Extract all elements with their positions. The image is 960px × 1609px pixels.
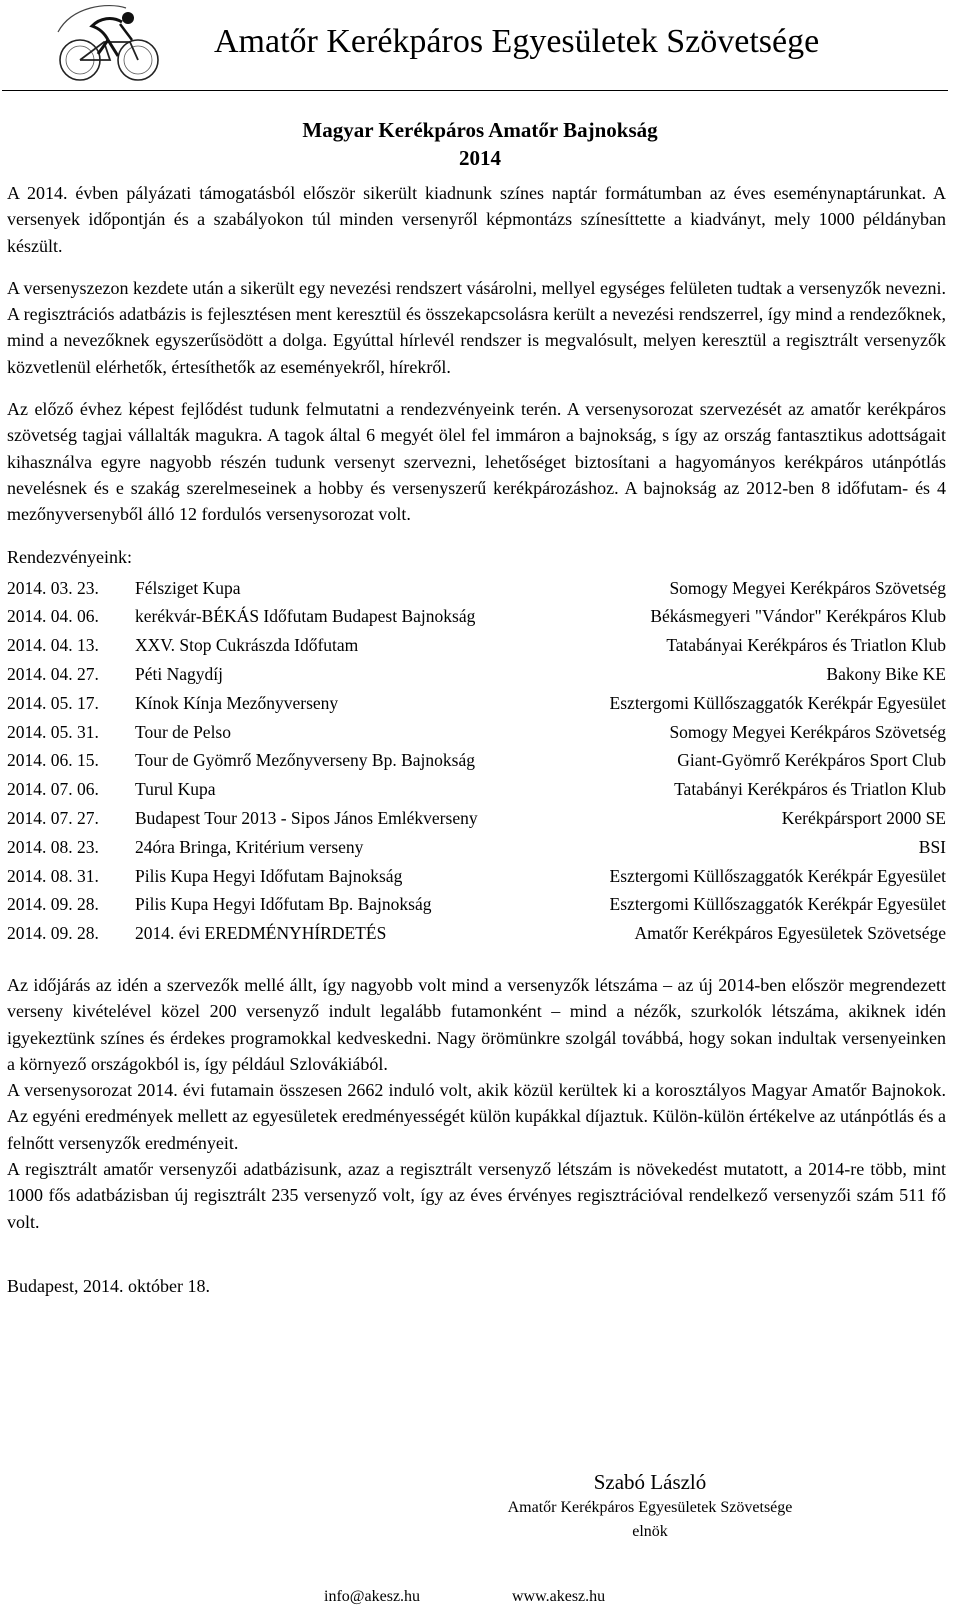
events-list: [7, 574, 946, 948]
event-row: [7, 775, 946, 804]
document-title: [0, 116, 960, 172]
event-row: [7, 660, 946, 689]
footer-email[interactable]: info@akesz.hu: [324, 1588, 421, 1605]
event-organizer: Tatabányai Kerékpáros és Triatlon Klub: [666, 635, 946, 656]
event-organizer: Somogy Megyei Kerékpáros Szövetség: [669, 577, 946, 598]
event-organizer: Bakony Bike KE: [826, 663, 946, 684]
place-and-date: Budapest, 2014. október 18.: [7, 1275, 210, 1296]
event-date: 2014. 08. 23.: [7, 836, 99, 857]
closing-section: [7, 972, 946, 1235]
header-divider: [2, 90, 948, 91]
organization-name: Amatőr Kerékpáros Egyesületek Szövetsége: [214, 23, 820, 60]
event-row: [7, 574, 946, 603]
event-row: [7, 804, 946, 833]
page-footer: [0, 1582, 960, 1609]
signatory-name: Szabó László: [593, 1470, 707, 1494]
paragraph: A regisztrált amatőr versenyzői adatbázisunk, azaz a regisztrált versenyző létszám is növekedést mutatott, a 2014-re több, mint 1000 fős adatbázisban új regisztrált 235 versenyző volt, így az éves érvényes regisztrációval rendelkező versenyzői szám 511 fő volt.: [7, 1159, 946, 1232]
event-organizer: BSI: [918, 836, 946, 857]
paragraph: A versenyszezon kezdete után a sikerült egy nevezési rendszert vásárolni, mellyel egységes felületen tudtak a versenyzők nevezni. A regisztrációs adatbázis is fejlesztésen ment keresztül és összekapcsolásra került a nevezési rendszerrel, így mind a rendezőknek, mind a nevezőknek egyszerűsödött a dolga. Egyúttal hírlevél rendszer is megvalósult, melyen keresztül a regisztrált versenyzők közvetlenül elérhetők, értesíthetők az eseményekről, hírekről.: [7, 277, 946, 377]
event-organizer: Tatabányi Kerékpáros és Triatlon Klub: [674, 779, 946, 800]
event-date: 2014. 07. 06.: [7, 779, 99, 800]
signature-block: [470, 1468, 830, 1544]
event-date: 2014. 06. 15.: [7, 750, 99, 771]
event-organizer: Békásmegyeri "Vándor" Kerékpáros Klub: [650, 606, 946, 627]
event-organizer: Somogy Megyei Kerékpáros Szövetség: [669, 721, 946, 742]
event-row: [7, 602, 946, 631]
paragraph: Az előző évhez képest fejlődést tudunk felmutatni a rendezvényeink terén. A versenysorozat szervezését az amatőr kerékpáros szövetség tagjai vállalták magukra. A tagok által 6 megyét ölel fel immáron a bajnokság, s így az ország fantasztikus adottságait kihasználva egyre nagyobb részén tudunk versenyt szervezni, lehetőséget biztosítani a hagyományos kerékpáros utánpótlás nevelésnek és e szakág szerelmeseinek a hobby és versenyszerű kerékpározáshoz. A bajnokság az 2012-ben 8 időfutam- és 4 mezőnyversenyből álló 12 fordulós versenysorozat volt.: [7, 399, 946, 525]
event-row: [7, 689, 946, 718]
event-row: [7, 746, 946, 775]
event-name: Tour de Pelso: [135, 721, 231, 742]
event-row: [7, 833, 946, 862]
event-date: 2014. 09. 28.: [7, 923, 99, 944]
paragraph: A versenysorozat 2014. évi futamain összesen 2662 induló volt, akik közül kerültek ki a korosztályos Magyar Amatőr Bajnokok. Az egyéni eredmények mellett az egyesületek eredményességét külön kupákkal díjaztuk. Külön-külön értékelve az utánpótlás és a felnőtt versenyzők eredményeit.: [7, 1080, 946, 1153]
event-date: 2014. 05. 31.: [7, 721, 99, 742]
event-date: 2014. 08. 31.: [7, 865, 99, 886]
event-name: Pilis Kupa Hegyi Időfutam Bp. Bajnokság: [135, 894, 432, 915]
event-organizer: Amatőr Kerékpáros Egyesületek Szövetsége: [634, 923, 946, 944]
footer-website[interactable]: www.akesz.hu: [512, 1588, 606, 1605]
event-row: [7, 718, 946, 747]
event-name: Péti Nagydíj: [135, 663, 223, 684]
events-label: Rendezvényeink:: [7, 546, 132, 567]
document-body: [7, 180, 946, 1299]
event-organizer: Kerékpársport 2000 SE: [781, 807, 946, 828]
signatory-role: elnök: [632, 1523, 668, 1540]
event-row: [7, 862, 946, 891]
event-organizer: Esztergomi Küllőszaggatók Kerékpár Egyesület: [609, 692, 946, 713]
event-date: 2014. 04. 27.: [7, 663, 99, 684]
event-name: Pilis Kupa Hegyi Időfutam Bajnokság: [135, 865, 403, 886]
cyclist-logo-icon: [52, 2, 164, 84]
event-date: 2014. 04. 06.: [7, 606, 99, 627]
event-organizer: Giant-Gyömrő Kerékpáros Sport Club: [677, 750, 946, 771]
event-name: Budapest Tour 2013 - Sipos János Emlékverseny: [135, 807, 478, 828]
event-date: 2014. 07. 27.: [7, 807, 99, 828]
signatory-organization: Amatőr Kerékpáros Egyesületek Szövetsége: [507, 1499, 793, 1516]
event-row: [7, 890, 946, 919]
event-name: Turul Kupa: [135, 779, 216, 800]
event-date: 2014. 09. 28.: [7, 894, 99, 915]
event-date: 2014. 05. 17.: [7, 692, 99, 713]
event-row: [7, 631, 946, 660]
event-name: 24óra Bringa, Kritérium verseny: [135, 836, 364, 857]
event-organizer: Esztergomi Küllőszaggatók Kerékpár Egyesület: [609, 894, 946, 915]
event-organizer: Esztergomi Küllőszaggatók Kerékpár Egyesület: [609, 865, 946, 886]
event-date: 2014. 04. 13.: [7, 635, 99, 656]
paragraph: A 2014. évben pályázati támogatásból először sikerült kiadnunk színes naptár formátumban az éves eseménynaptárunkat. A versenyek időpontján és a szabályokon túl minden versenyről képmontázs színesíttette a kiadványt, mely 1000 példányban készült.: [7, 183, 946, 256]
event-row: [7, 919, 946, 948]
event-name: Félsziget Kupa: [135, 577, 241, 598]
event-name: 2014. évi EREDMÉNYHÍRDETÉS: [135, 923, 387, 944]
title-line: Magyar Kerékpáros Amatőr Bajnokság: [302, 118, 658, 142]
paragraph: Az időjárás az idén a szervezők mellé állt, így nagyobb volt mind a versenyzők létszáma – az új 2014-ben először megrendezett verseny kivételével közel 200 versenyző indult legalább futamonként – mind a nézők, szurkolók létszáma, akiknek idén igyekeztünk színes és érdekes programokkal kedveskedni. Nagy örömünkre szolgál továbbá, hogy sokan indultak versenyeinken a környező országokból is, így például Szlovákiából.: [7, 974, 946, 1074]
event-name: Tour de Gyömrő Mezőnyverseny Bp. Bajnokság: [135, 750, 475, 771]
event-name: XXV. Stop Cukrászda Időfutam: [135, 635, 359, 656]
title-year: 2014: [459, 146, 501, 170]
event-name: Kínok Kínja Mezőnyverseny: [135, 692, 339, 713]
event-date: 2014. 03. 23.: [7, 577, 99, 598]
page-header: [0, 0, 960, 96]
event-name: kerékvár-BÉKÁS Időfutam Budapest Bajnokság: [135, 606, 476, 627]
